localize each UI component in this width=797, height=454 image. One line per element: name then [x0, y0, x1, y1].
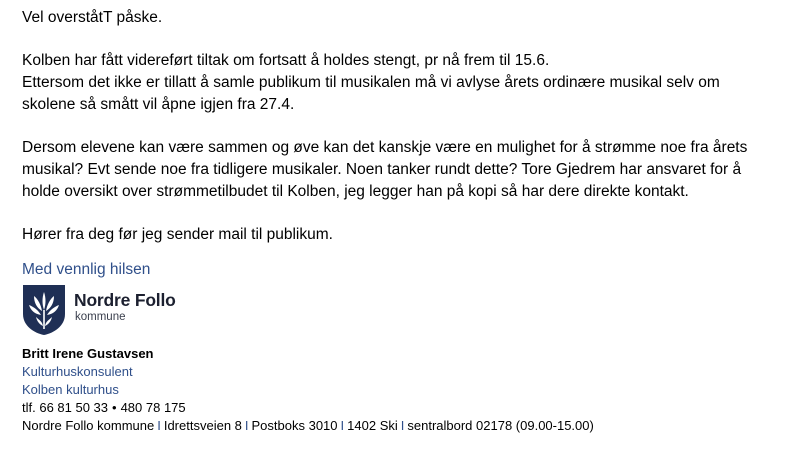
paragraph-2-line-2: musikal? Evt sende noe fra tidligere musikaler. Noen tanker rundt dette? Tore Gjedrem har ansvaret for å	[22, 161, 742, 178]
signature-department: Kolben kulturhus	[22, 382, 119, 397]
paragraph-3: Hører fra deg før jeg sender mail til publikum.	[22, 226, 333, 243]
address-pobox: Postboks 3010	[251, 418, 338, 433]
logo-name: Nordre Follo	[74, 290, 176, 310]
paragraph-1-line-3: skolene så smått vil åpne igjen fra 27.4.	[22, 96, 295, 113]
signature-title: Kulturhuskonsulent	[22, 364, 133, 379]
address-postcode: 1402 Ski	[347, 418, 398, 433]
signature-phone: tlf. 66 81 50 33	[22, 400, 109, 415]
paragraph-2-line-3: holde oversikt over strømmetilbudet til Kolben, jeg legger han på kopi så har dere direkte kontakt.	[22, 183, 689, 200]
municipality-logo	[22, 284, 222, 336]
bullet-separator: •	[112, 400, 117, 415]
email-body	[22, 7, 792, 246]
closing-text: Med vennlig hilsen	[22, 261, 151, 278]
paragraph-1-line-1: Kolben har fått videreført tiltak om fortsatt å holdes stengt, pr nå frem til 15.6.	[22, 52, 550, 69]
signature-address-line: Nordre Follo kommune I Idrettsveien 8 I Postboks 3010 I 1402 Ski I sentralbord 02178 (09.00-15.00)	[22, 418, 594, 433]
signature-phone-line	[22, 399, 594, 417]
shield-icon	[22, 284, 66, 336]
signature-name: Britt Irene Gustavsen	[22, 346, 154, 361]
address-switchboard: sentralbord 02178 (09.00-15.00)	[407, 418, 594, 433]
address-street: Idrettsveien 8	[163, 418, 242, 433]
logo-subtitle: kommune	[75, 311, 126, 323]
paragraph-1-line-2: Ettersom det ikke er tillatt å samle publikum til musikalen må vi avlyse årets ordinære musikal selv om	[22, 74, 720, 91]
address-org: Nordre Follo kommune	[22, 418, 155, 433]
signature-block	[22, 345, 594, 435]
signature-mobile: 480 78 175	[120, 400, 186, 415]
greeting: Vel overståtT påske.	[22, 9, 163, 26]
paragraph-2-line-1: Dersom elevene kan være sammen og øve kan det kanskje være en mulighet for å strømme noe fra årets	[22, 139, 748, 156]
